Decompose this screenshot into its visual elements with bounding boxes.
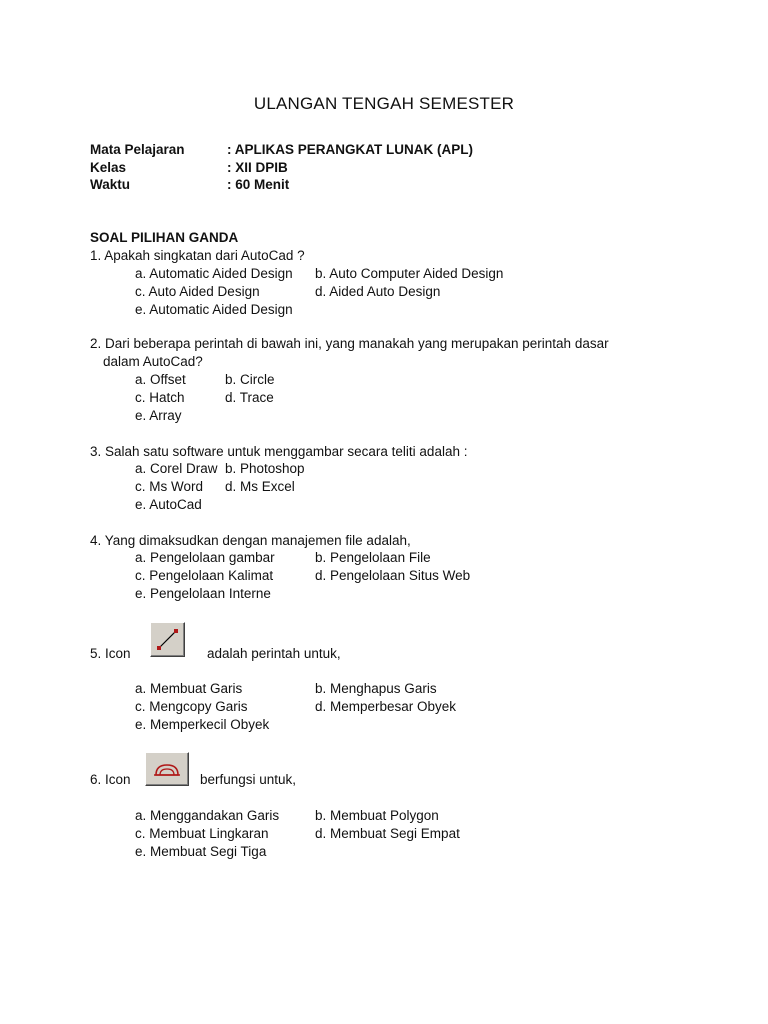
info-label: Waktu xyxy=(90,177,130,192)
question-1 xyxy=(90,247,305,265)
option-e: e. Membuat Segi Tiga xyxy=(135,844,267,859)
offset-tool-icon xyxy=(145,752,189,786)
option-d: d. Membuat Segi Empat xyxy=(315,826,460,841)
option-d: d. Aided Auto Design xyxy=(315,284,441,299)
option-c: c. Pengelolaan Kalimat xyxy=(135,568,274,583)
question-6-prefix: 6. Icon xyxy=(90,772,131,787)
option-d: d. Ms Excel xyxy=(225,479,295,494)
option-e: e. AutoCad xyxy=(135,497,202,512)
info-row-time xyxy=(90,176,473,194)
question-text-cont: dalam AutoCad? xyxy=(103,354,203,369)
option-a: a. Automatic Aided Design xyxy=(135,266,293,281)
option-b: b. Circle xyxy=(225,372,275,387)
option-c: c. Ms Word xyxy=(135,479,204,494)
section-title: SOAL PILIHAN GANDA xyxy=(90,230,239,245)
question-4 xyxy=(90,532,411,550)
option-a: a. Membuat Garis xyxy=(135,681,243,696)
question-text: 1. Apakah singkatan dari AutoCad ? xyxy=(90,248,305,263)
option-b: b. Photoshop xyxy=(225,461,305,476)
page-title: ULANGAN TENGAH SEMESTER xyxy=(253,94,515,113)
info-row-class xyxy=(90,159,473,177)
option-c: c. Auto Aided Design xyxy=(135,284,260,299)
option-c: c. Hatch xyxy=(135,390,185,405)
option-e: e. Memperkecil Obyek xyxy=(135,717,270,732)
option-b: b. Pengelolaan File xyxy=(315,550,431,565)
question-5-prefix: 5. Icon xyxy=(90,646,131,661)
option-a: a. Corel Draw xyxy=(135,461,218,476)
option-a: a. Menggandakan Garis xyxy=(135,808,280,823)
question-3 xyxy=(90,443,467,461)
option-d: d. Trace xyxy=(225,390,274,405)
option-d: d. Memperbesar Obyek xyxy=(315,699,457,714)
option-d: d. Pengelolaan Situs Web xyxy=(315,568,471,583)
offset-tool-icon xyxy=(146,753,188,785)
question-text: 2. Dari beberapa perintah di bawah ini, yang manakah yang merupakan perintah dasar xyxy=(90,336,609,351)
option-b: b. Membuat Polygon xyxy=(315,808,439,823)
question-2 xyxy=(90,335,609,371)
option-c: c. Mengcopy Garis xyxy=(135,699,248,714)
question-6-suffix: berfungsi untuk, xyxy=(200,772,297,787)
question-5-suffix: adalah perintah untuk, xyxy=(207,646,341,661)
question-text: 4. Yang dimaksudkan dengan manajemen file adalah, xyxy=(90,533,411,548)
info-value: : 60 Menit xyxy=(227,177,290,192)
info-label: Mata Pelajaran xyxy=(90,142,185,157)
option-a: a. Pengelolaan gambar xyxy=(135,550,275,565)
option-c: c. Membuat Lingkaran xyxy=(135,826,269,841)
info-label: Kelas xyxy=(90,159,127,175)
question-text: 3. Salah satu software untuk menggambar secara teliti adalah : xyxy=(90,444,468,459)
info-value: : APLIKAS PERANGKAT LUNAK (APL) xyxy=(227,142,473,157)
info-row-subject xyxy=(90,141,473,159)
line-tool-icon xyxy=(150,622,185,657)
option-e: e. Automatic Aided Design xyxy=(135,302,293,317)
option-b: b. Auto Computer Aided Design xyxy=(315,266,504,281)
exam-info xyxy=(90,141,473,194)
line-tool-icon xyxy=(151,623,184,656)
info-value: : XII DPIB xyxy=(227,159,288,175)
option-e: e. Array xyxy=(135,408,182,423)
option-e: e. Pengelolaan Interne xyxy=(135,586,271,601)
option-b: b. Menghapus Garis xyxy=(315,681,437,696)
option-a: a. Offset xyxy=(135,372,186,387)
